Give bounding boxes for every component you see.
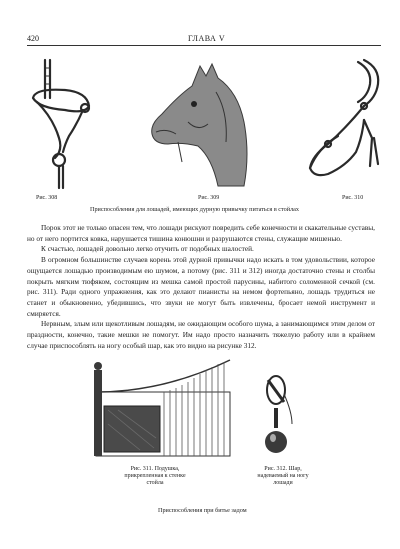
paragraph: Нервным, злым или щекотливым лошадям, не ожидающим особого шума, а занимающимся этим делом от праздности, конечно, такие мешки не помогут. Им надо просто назначить тяжелую работу или в крайнем случае приспособлять на ногу особый шар, как это видно на рисунке 312. [27, 319, 375, 350]
figure-311-label: Рис. 311. Подушка, прикрепленная к стенке стойла [124, 466, 186, 486]
figure-309-label: Рис. 309 [198, 195, 220, 201]
figure-312-label: Рис. 312. Шар, надеваемый на ногу лошади [257, 466, 309, 486]
figure-308-label: Рис. 308 [36, 195, 58, 201]
figure-308-halter [25, 58, 105, 193]
figures-top-caption: Приспособления для лошадей, имеющих дурную привычку питаться в стойлах [90, 206, 299, 213]
figure-310-label: Рис. 310 [342, 195, 364, 201]
page-number: 420 [27, 34, 39, 43]
chapter-title: ГЛАВА V [188, 34, 226, 43]
figure-311-stall-cushion [94, 358, 234, 458]
header-rule [27, 45, 381, 46]
figure-309-horse-head [148, 62, 258, 190]
paragraph: В огромном большинстве случаев корень этой дурной привычки надо искать в том удовольствии, которое ощущается лошадью производимым ею шумом, а потому (рис. 311 и 312) иногда достаточно стены и столбы покрыть мягким тюфяком, состоящим из мешка самой простой парусины, набитого соломенной сечкой (см. рис. 311). Ради одного упражнения, как это делают пианисты на немом фортепьяно, лошадь трудиться не станет и обыкновенно, убедившись, что звуки не могут быть извлечены, бросает немой инструмент и смиряется. [27, 255, 375, 318]
body-text [27, 223, 375, 351]
figure-312-leg-ball [262, 372, 302, 464]
figures-bottom-caption: Приспособления при битье задом [158, 507, 247, 514]
figure-310-halter [298, 58, 388, 188]
paragraph: К счастью, лошадей довольно легко отучить от подобных шалостей. [41, 244, 254, 254]
paragraph: Порок этот не только опасен тем, что лошади рискуют повредить себе конечности и скакательные суставы, но от него портится ковка, нарушается тишина конюшни и разрушаются стены, служащие мишенью. [27, 223, 375, 243]
